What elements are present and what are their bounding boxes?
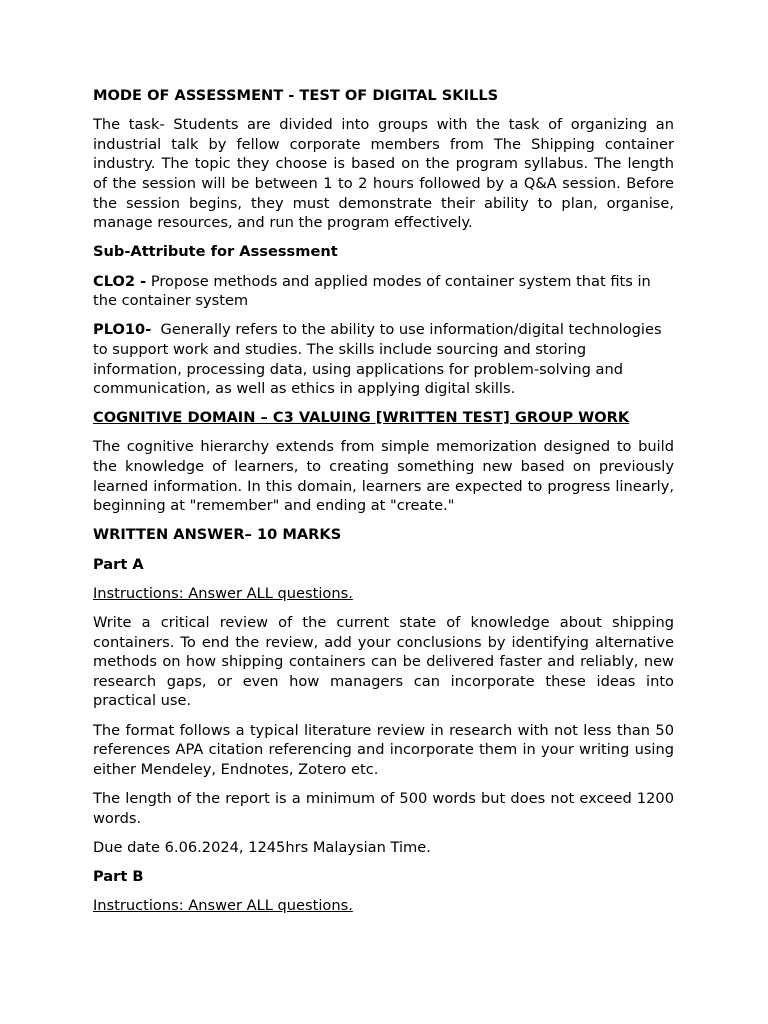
written-answer-heading: WRITTEN ANSWER– 10 MARKS [93,526,342,544]
cognitive-domain-heading: COGNITIVE DOMAIN – C3 VALUING [WRITTEN TEST] GROUP WORK [93,409,630,427]
part-a-instructions: Instructions: Answer ALL questions. [93,584,353,602]
clo2-label: CLO2 - [93,272,147,290]
plo10-label: PLO10- [93,321,152,339]
part-a-heading: Part A [93,555,144,573]
part-a-due-date: Due date 6.06.2024, 1245hrs Malaysian Time. [93,838,431,856]
part-a-paragraph-2: The format follows a typical literature review in research with not less than 50 references APA citation referencing and incorporate them in your writing using either Mendeley, Endnotes, Zotero etc. [93,721,674,778]
part-a-paragraph-1: Write a critical review of the current state of knowledge about shipping containers. To end the review, add your conclusions by identifying alternative methods on how shipping containers can be delivered faster and reliably, new research gaps, or even how managers can incorporate these ideas into practical use. [93,614,674,710]
task-paragraph: The task- Students are divided into groups with the task of organizing an industrial talk by fellow corporate members from The Shipping container industry. The topic they choose is based on the program syllabus. The length of the session will be between 1 to 2 hours followed by a Q&A session. Before the session begins, they must demonstrate their ability to plan, organise, manage resources, and run the program effectively. [93,116,674,232]
cognitive-paragraph: The cognitive hierarchy extends from simple memorization designed to build the knowledge of learners, to creating something new based on previously learned information. In this domain, learners are expected to progress linearly, beginning at "remember" and ending at "create." [93,438,674,515]
clo2-paragraph [93,272,674,311]
document-page [93,86,674,925]
part-a-paragraph-3: The length of the report is a minimum of 500 words but does not exceed 1200 words. [93,789,674,827]
part-b-instructions: Instructions: Answer ALL questions. [93,897,353,915]
document-title: MODE OF ASSESSMENT - TEST OF DIGITAL SKILLS [93,87,499,104]
plo10-paragraph [93,320,674,398]
part-b-heading: Part B [93,867,144,885]
clo2-text: Propose methods and applied modes of container system that fits in the container system [93,272,651,310]
plo10-text: Generally refers to the ability to use information/digital technologies to support work and studies. The skills include sourcing and storing information, processing data, using applications for problem-solving and communication, as well as ethics in applying digital skills. [93,321,667,398]
sub-attribute-heading: Sub-Attribute for Assessment [93,243,338,261]
